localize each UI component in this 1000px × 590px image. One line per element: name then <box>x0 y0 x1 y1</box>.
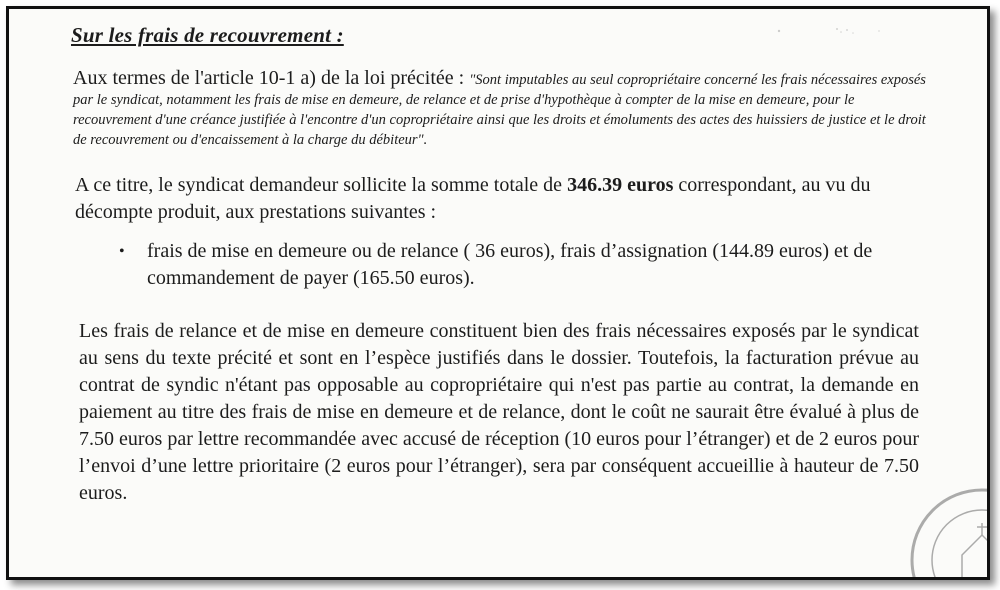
citation-quote: "Sont imputables au seul copropriétaire concerné les frais nécessaires exposés par le syndicat, notamment les frais de mise en demeure, de relance et de prise d'hypothèque à compter de la mise en demeure, pour le recouvrement d'une créance justifiée à l'encontre d'un copropriétaire ainsi que les droits et émoluments des actes des huissiers de justice et le droit de recouvrement ou d'encaissement à la charge du débiteur". <box>73 72 926 148</box>
document-frame <box>6 6 990 580</box>
document-body <box>67 23 927 507</box>
bullet-icon: • <box>119 243 125 260</box>
claim-text-after: correspondant, au vu du décompte produit, aux prestations suivantes : <box>75 174 871 223</box>
section-heading: Sur les frais de recouvrement : <box>71 23 344 47</box>
list-item-text: frais de mise en demeure ou de relance ( 36 euros), frais d’assignation (144.89 euros) et de commandement de payer (165.50 euros). <box>147 240 873 289</box>
decision-paragraph: Les frais de relance et de mise en demeure constituent bien des frais nécessaires exposés par le syndicat au sens du texte précité et sont en l’espèce justifiés dans le dossier. Toutefois, la facturation prévue au contrat de syndic n'étant pas opposable au copropriétaire qui n'est pas partie au contrat, la demande en paiement au titre des frais de mise en demeure et de relance, dont le coût ne saurait être évalué à plus de 7.50 euros par lettre recommandée avec accusé de réception (10 euros pour l’étranger) et de 2 euros pour l’envoi d’une lettre prioritaire (2 euros pour l’étranger), sera par conséquent accueillie à hauteur de 7.50 euros. <box>79 320 919 504</box>
claim-text-before: A ce titre, le syndicat demandeur sollicite la somme totale de <box>75 174 568 196</box>
citation-lead: Aux termes de l'article 10-1 a) de la loi précitée : <box>73 67 470 89</box>
services-list <box>67 238 927 292</box>
claim-paragraph <box>75 172 927 226</box>
list-item <box>67 238 927 292</box>
claim-total-amount: 346.39 euros <box>567 174 674 196</box>
article-citation-paragraph <box>73 68 927 150</box>
court-seal-icon <box>907 485 990 580</box>
